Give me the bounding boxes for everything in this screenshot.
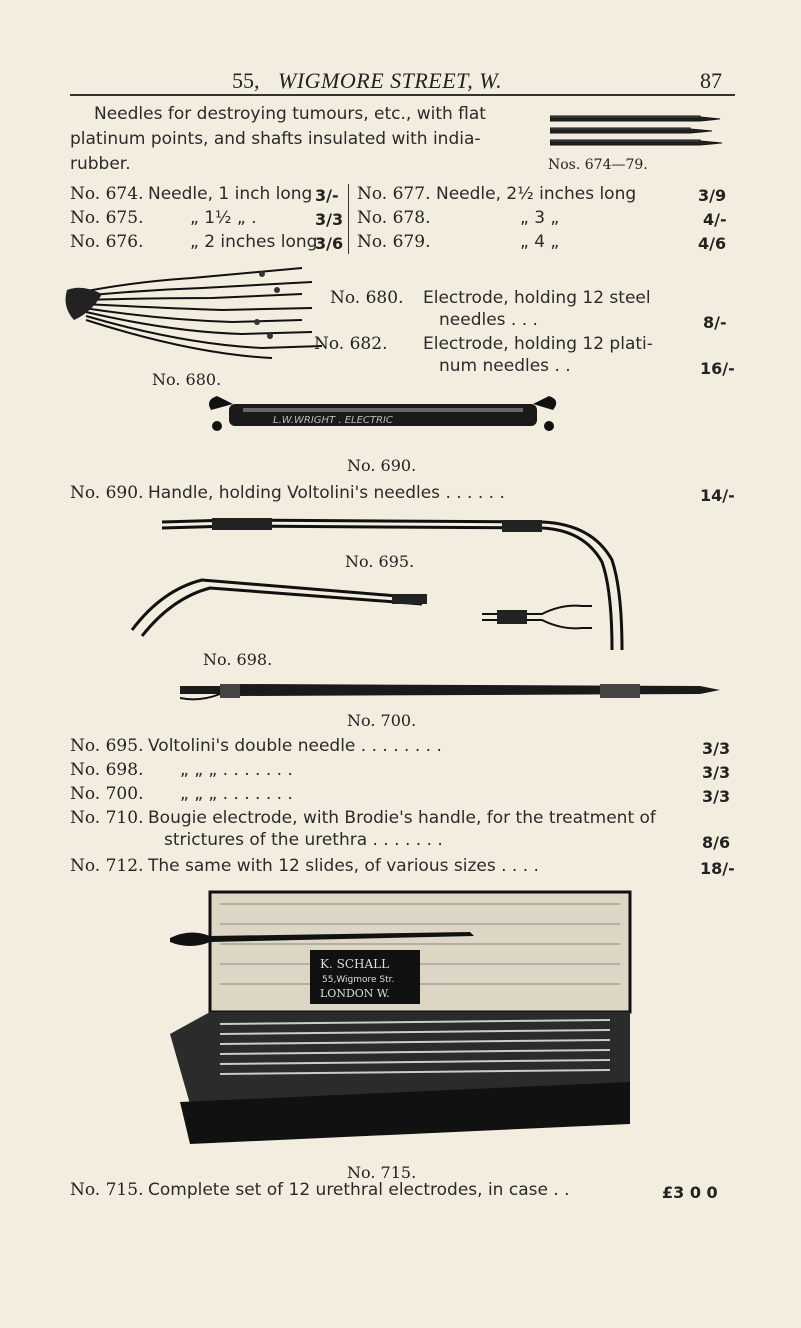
item-desc-cont: num needles . . (439, 356, 571, 376)
item-price: 3/3 (702, 739, 731, 758)
item-desc: Voltolini's double needle . . . . . . . . (148, 736, 442, 756)
item-no: No. 676. (70, 232, 144, 252)
fig-700-caption: No. 700. (347, 711, 417, 730)
item-desc: „ „ „ . . . . . . . (180, 784, 293, 804)
case-label-line-1: K. SCHALL (320, 957, 390, 971)
item-price: 3/9 (698, 186, 727, 205)
case-label-line-2: 55,Wigmore Str. (322, 975, 395, 985)
intro-line-1: Needles for destroying tumours, etc., with flat (94, 104, 486, 124)
item-price: 3/- (315, 186, 339, 205)
item-no: No. 700. (70, 784, 144, 804)
item-710-desc-cont: strictures of the urethra . . . . . . . (164, 830, 443, 850)
running-header: WIGMORE STREET, W. (278, 68, 503, 93)
item-no: No. 682. (314, 334, 388, 354)
item-desc: „ 1½ „ . (190, 208, 257, 228)
electrode-680-illustration (62, 262, 322, 362)
fig-690-caption: No. 690. (347, 456, 417, 475)
needle-700-illustration (180, 680, 720, 704)
fig-680-caption: No. 680. (152, 370, 222, 389)
item-desc: Electrode, holding 12 steel (423, 288, 651, 308)
case-label-line-3: LONDON W. (320, 987, 390, 1000)
item-price: 3/6 (315, 234, 344, 253)
page-number-left: 55, (232, 68, 260, 93)
item-price: 3/3 (702, 763, 731, 782)
item-no: No. 677. (357, 184, 431, 204)
item-no: No. 675. (70, 208, 144, 228)
intro-line-2: platinum points, and shafts insulated with india- (70, 129, 481, 149)
item-715-no: No. 715. (70, 1180, 144, 1200)
fig-695-caption: No. 695. (345, 552, 415, 571)
item-desc: Electrode, holding 12 plati- (423, 334, 653, 354)
item-710-price: 8/6 (702, 833, 731, 852)
fig-715-caption: No. 715. (347, 1163, 417, 1182)
item-desc-cont: needles . . . (439, 310, 538, 330)
item-price: 4/6 (698, 234, 727, 253)
item-price: 3/3 (702, 787, 731, 806)
item-715-desc: Complete set of 12 urethral electrodes, in case . . (148, 1180, 570, 1200)
intro-line-3: rubber. (70, 154, 131, 174)
electrode-case-illustration (150, 884, 650, 1154)
item-desc: „ 4 „ (520, 232, 560, 252)
header-rule (70, 94, 735, 96)
handle-690-illustration (203, 390, 563, 438)
item-desc: „ 2 inches long (190, 232, 318, 252)
item-710-desc: Bougie electrode, with Brodie's handle, for the treatment of (148, 808, 656, 828)
item-712-no: No. 712. (70, 856, 144, 876)
item-no: No. 698. (70, 760, 144, 780)
item-desc: Needle, 2½ inches long (436, 184, 637, 204)
item-715-price: £3 0 0 (662, 1183, 718, 1202)
item-712-price: 18/- (700, 859, 735, 878)
item-no: No. 679. (357, 232, 431, 252)
item-price: 16/- (700, 359, 735, 378)
item-no: No. 674. (70, 184, 144, 204)
table-divider (348, 184, 349, 254)
item-no: No. 680. (330, 288, 404, 308)
item-690-no: No. 690. (70, 483, 144, 503)
handle-maker-label: L.W.WRIGHT . ELECTRIC (273, 415, 393, 426)
voltolini-needles-illustration (122, 510, 632, 660)
item-no: No. 678. (357, 208, 431, 228)
item-desc: „ 3 „ (520, 208, 560, 228)
nos-caption: Nos. 674—79. (548, 157, 648, 173)
item-712-desc: The same with 12 slides, of various sizes . . . . (148, 856, 539, 876)
item-690-desc: Handle, holding Voltolini's needles . . . . . . (148, 483, 505, 503)
page-number-right: 87 (700, 68, 722, 93)
item-desc: „ „ „ . . . . . . . (180, 760, 293, 780)
item-price: 8/- (703, 313, 727, 332)
item-price: 4/- (703, 210, 727, 229)
item-no: No. 695. (70, 736, 144, 756)
item-690-price: 14/- (700, 486, 735, 505)
item-710-no: No. 710. (70, 808, 144, 828)
item-desc: Needle, 1 inch long (148, 184, 313, 204)
needles-illustration (550, 110, 730, 156)
fig-698-caption: No. 698. (203, 650, 273, 669)
item-price: 3/3 (315, 210, 344, 229)
